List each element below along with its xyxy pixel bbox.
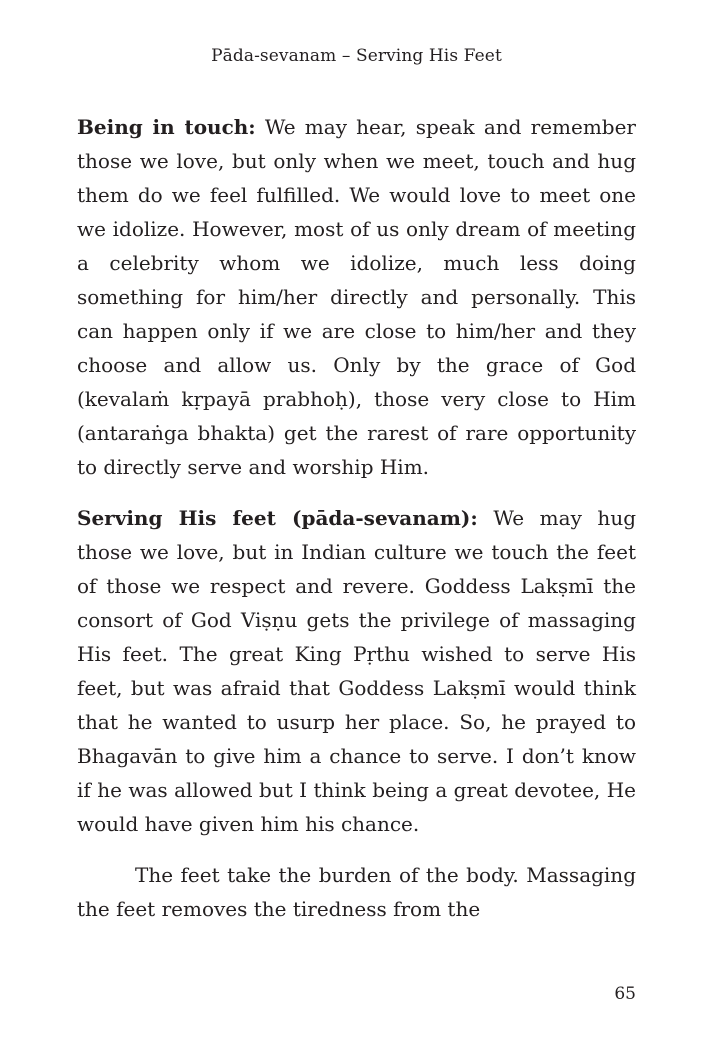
paragraph-feet-burden [77, 858, 636, 926]
paragraph-serving-his-feet [77, 501, 636, 841]
paragraph-lead: Serving His feet (pāda-sevanam): [77, 506, 478, 530]
paragraph-lead: Being in touch: [77, 115, 256, 139]
paragraph-being-in-touch [77, 110, 636, 484]
page-number: 65 [614, 984, 636, 1004]
paragraph-text: We may hear, speak and remember those we love, but only when we meet, touch and hug them do we feel fulfilled. We would love to meet one we idolize. However, most of us only dream of meeting a celebrity whom we idolize, much less doing something for him/her directly and personally. This can happen only if we are close to him/her and they choose and allow us. Only by the grace of God (kevalaṁ kṛpayā prabhoḥ), those very close to Him (antaraṅga bhakta) get the rarest of rare opportunity to directly serve and worship Him. [77, 115, 636, 479]
paragraph-text: The feet take the burden of the body. Massaging the feet removes the tiredness from the [77, 863, 636, 921]
paragraph-text: We may hug those we love, but in Indian culture we touch the feet of those we respect and revere. Goddess Lakṣmī the consort of God Viṣṇu gets the privilege of massaging His feet. The great King Pṛthu wished to serve His feet, but was afraid that Goddess Lakṣmī would think that he wanted to usurp her place. So, he prayed to Bhagavān to give him a chance to serve. I don’t know if he was allowed but I think being a great devotee, He would have given him his chance. [77, 506, 637, 836]
body-text [77, 110, 636, 943]
running-header: Pāda-sevanam – Serving His Feet [211, 46, 502, 66]
